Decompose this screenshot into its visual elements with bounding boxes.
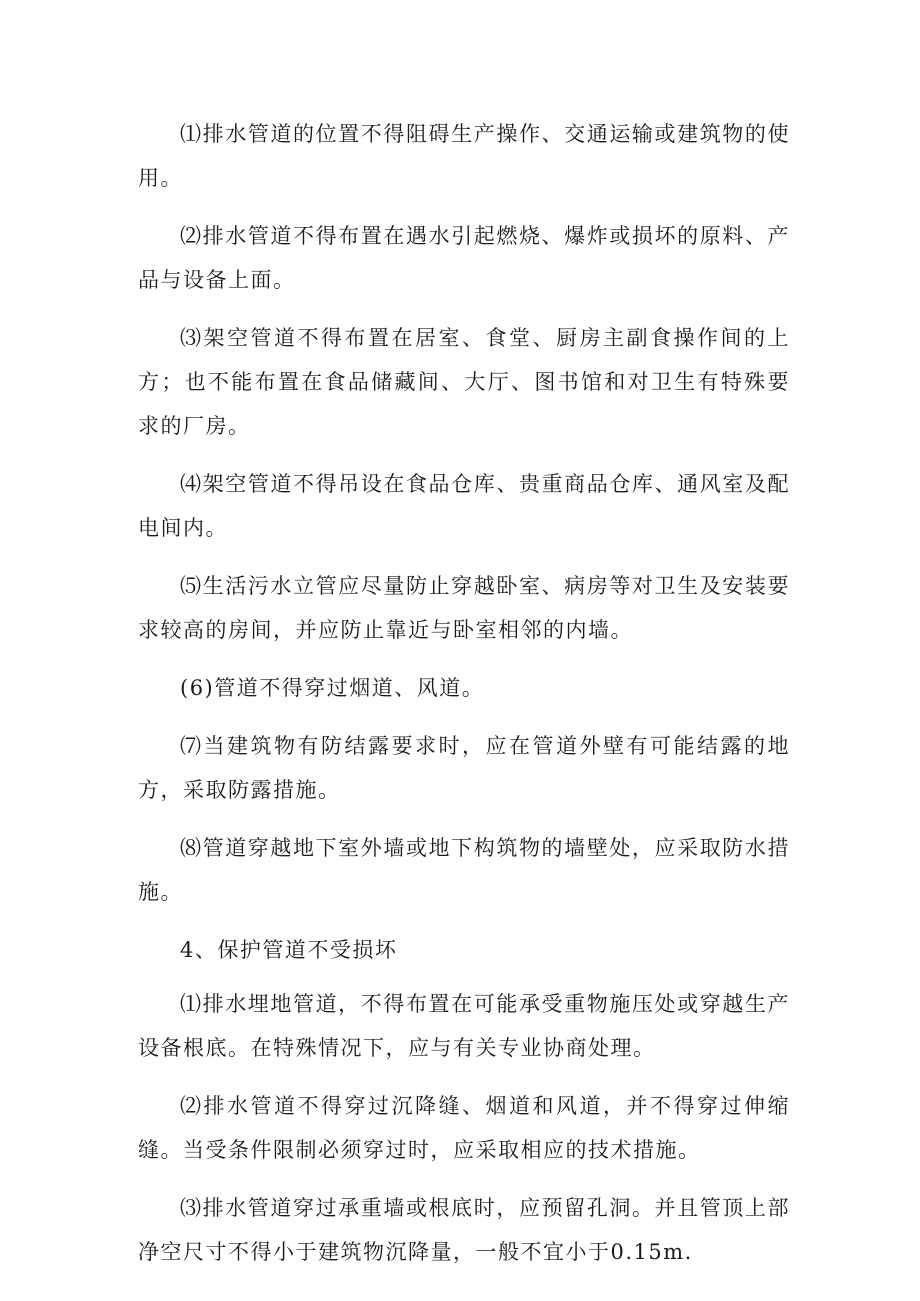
paragraph-item-4: ⑷架空管道不得吊设在食品仓库、贵重商品仓库、通风室及配电间内。	[138, 472, 790, 540]
paragraph-item-11: ⑶排水管道穿过承重墙或根底时，应预留孔洞。并且管顶上部净空尺寸不得小于建筑物沉降量，一般不宜小于0.15m.	[138, 1196, 790, 1264]
paragraph-item-5: ⑸生活污水立管应尽量防止穿越卧室、病房等对卫生及安装要求较高的房间，并应防止靠近与卧室相邻的内墙。	[138, 574, 790, 642]
paragraph-item-1: ⑴排水管道的位置不得阻碍生产操作、交通运输或建筑物的使用。	[138, 122, 790, 190]
section-heading: 4、保护管道不受损坏	[180, 938, 398, 962]
paragraph-item-8: ⑻管道穿越地下室外墙或地下构筑物的墙壁处，应采取防水措施。	[138, 836, 790, 904]
paragraph-item-7: ⑺当建筑物有防结露要求时，应在管道外壁有可能结露的地方，采取防露措施。	[138, 734, 790, 802]
paragraph-item-10: ⑵排水管道不得穿过沉降缝、烟道和风道，并不得穿过伸缩缝。当受条件限制必须穿过时，应采取相应的技术措施。	[138, 1094, 790, 1162]
paragraph-item-9: ⑴排水埋地管道，不得布置在可能承受重物施压处或穿越生产设备根底。在特殊情况下，应与有关专业协商处理。	[138, 992, 790, 1060]
paragraph-item-2: ⑵排水管道不得布置在遇水引起燃烧、爆炸或损坏的原料、产品与设备上面。	[138, 224, 790, 292]
document-body	[138, 112, 790, 1288]
paragraph-item-6: (6)管道不得穿过烟道、风道。	[180, 676, 485, 700]
paragraph-item-3: ⑶架空管道不得布置在居室、食堂、厨房主副食操作间的上方；也不能布置在食品储藏间、大厅、图书馆和对卫生有特殊要求的厂房。	[138, 326, 790, 438]
